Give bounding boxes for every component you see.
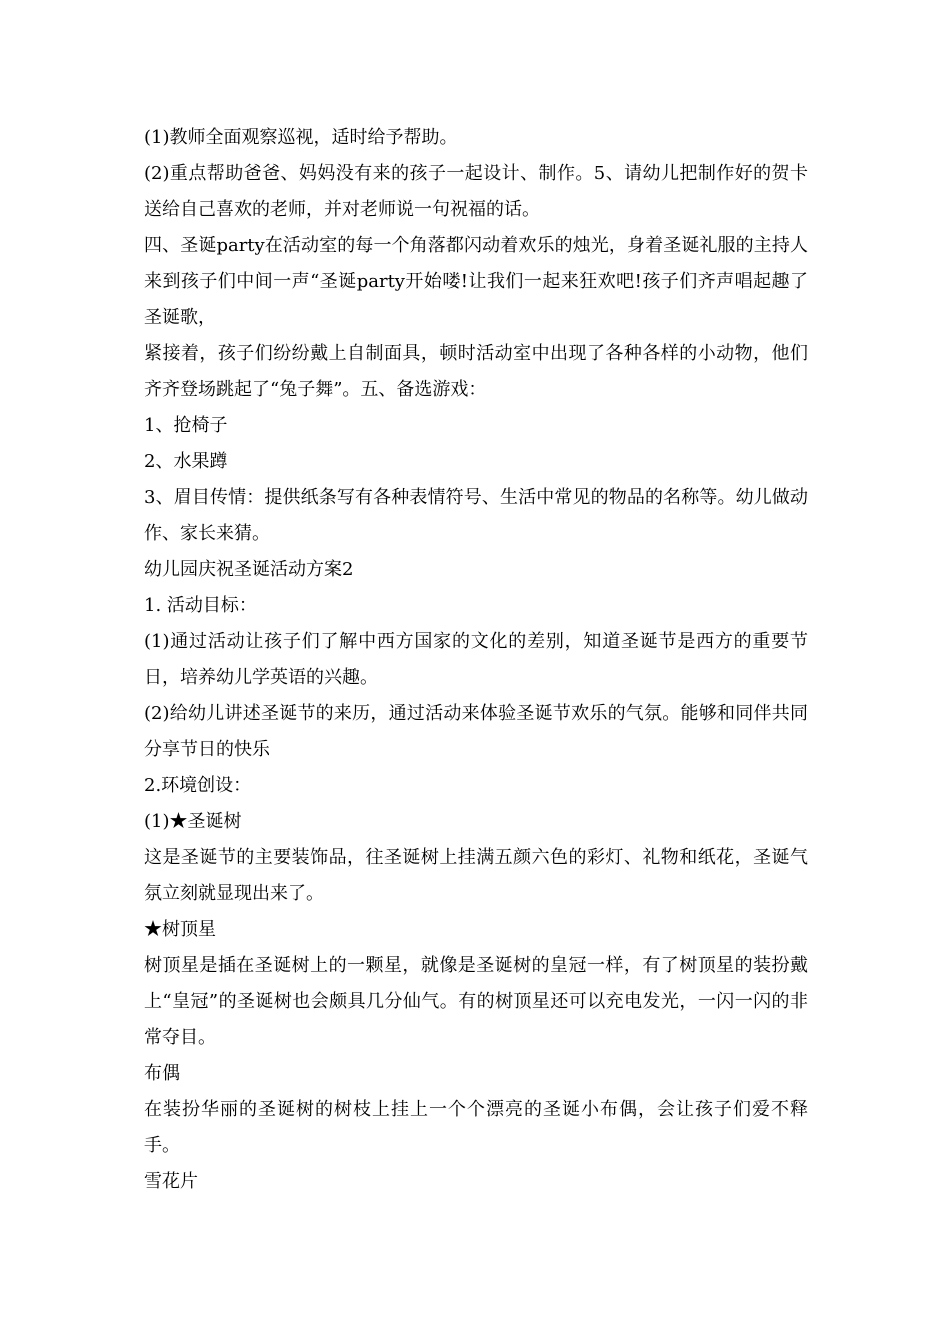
paragraph: (2)给幼儿讲述圣诞节的来历，通过活动来体验圣诞节欢乐的气氛。能够和同伴共同分享节日的快乐 — [144, 703, 808, 760]
paragraph: 树顶星是插在圣诞树上的一颗星，就像是圣诞树的皇冠一样，有了树顶星的装扮戴上“皇冠”的圣诞树也会颇具几分仙气。有的树顶星还可以充电发光，一闪一闪的非常夺目。 — [144, 955, 808, 1048]
paragraph: (1)通过活动让孩子们了解中西方国家的文化的差别，知道圣诞节是西方的重要节日，培养幼儿学英语的兴趣。 — [144, 631, 808, 688]
paragraph: 四、圣诞party在活动室的每一个角落都闪动着欢乐的烛光，身着圣诞礼服的主持人来到孩子们中间一声“圣诞party开始喽!让我们一起来狂欢吧!孩子们齐声唱起趣了圣诞歌， — [144, 235, 808, 328]
list-item: 1、抢椅子 — [144, 415, 228, 436]
sub-heading: (1)★圣诞树 — [144, 811, 242, 832]
sub-heading: 布偶 — [144, 1063, 180, 1084]
section-heading: 2.环境创设： — [144, 775, 252, 796]
sub-heading: 雪花片 — [144, 1171, 198, 1192]
document-body — [144, 120, 808, 1200]
paragraph: 这是圣诞节的主要装饰品，往圣诞树上挂满五颜六色的彩灯、礼物和纸花，圣诞气氛立刻就显现出来了。 — [144, 847, 808, 904]
paragraph: (2)重点帮助爸爸、妈妈没有来的孩子一起设计、制作。5、请幼儿把制作好的贺卡送给自己喜欢的老师，并对老师说一句祝福的话。 — [144, 163, 808, 220]
paragraph: (1)教师全面观察巡视，适时给予帮助。 — [144, 127, 458, 148]
section-heading: 1. 活动目标： — [144, 595, 257, 616]
list-item: 2、水果蹲 — [144, 451, 228, 472]
paragraph: 在装扮华丽的圣诞树的树枝上挂上一个个漂亮的圣诞小布偶，会让孩子们爱不释手。 — [144, 1099, 808, 1156]
sub-heading: ★树顶星 — [144, 919, 216, 940]
paragraph: 紧接着，孩子们纷纷戴上自制面具，顿时活动室中出现了各种各样的小动物，他们齐齐登场跳起了“兔子舞”。五、备选游戏： — [144, 343, 808, 400]
section-title: 幼儿园庆祝圣诞活动方案2 — [144, 559, 354, 580]
list-item: 3、眉目传情：提供纸条写有各种表情符号、生活中常见的物品的名称等。幼儿做动作、家长来猜。 — [144, 487, 808, 544]
